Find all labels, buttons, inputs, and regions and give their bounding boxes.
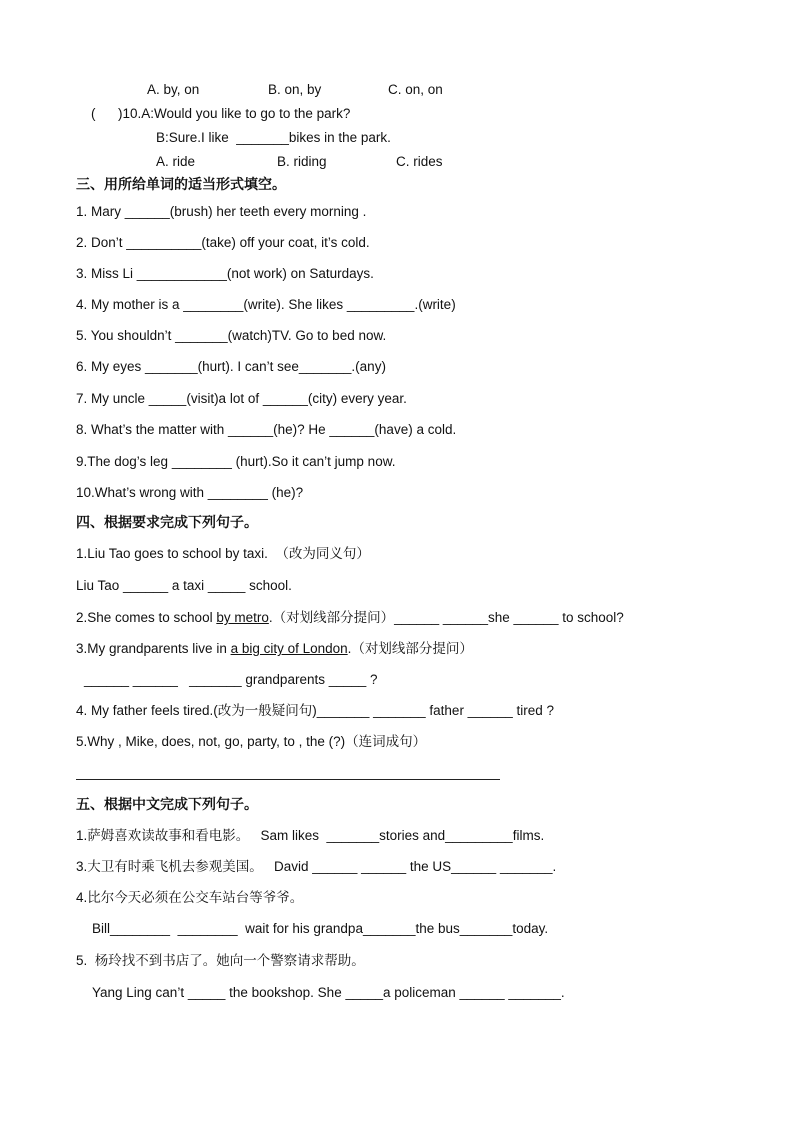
- q9-option-b: B. on, by: [268, 82, 322, 97]
- section4-q2-underlined: by metro: [216, 610, 269, 625]
- section5-heading: 五、根据中文完成下列句子。: [76, 797, 258, 813]
- q9-option-c: C. on, on: [388, 82, 443, 97]
- section5-q1: 1.萨姆喜欢读故事和看电影。 Sam likes _______stories and_________films.: [76, 828, 545, 843]
- answer-line: [76, 779, 500, 780]
- section4-q2-post: .（对划线部分提问）______ ______she ______ to school?: [268, 610, 624, 625]
- section4-q5: 5.Why , Mike, does, not, go, party, to , the (?)（连词成句）: [76, 734, 427, 749]
- section4-q2-pre: 2.She comes to school: [76, 610, 217, 625]
- q10-option-c: C. rides: [396, 154, 443, 169]
- q10-question: ( )10.A:Would you like to go to the park?: [91, 106, 351, 121]
- section4-q4: 4. My father feels tired.(改为一般疑问句)_______ _______ father ______ tired ?: [76, 703, 555, 718]
- q9-option-a: A. by, on: [147, 82, 200, 97]
- section3-item: 8. What’s the matter with ______(he)? He ______(have) a cold.: [76, 422, 457, 437]
- section4-q1: 1.Liu Tao goes to school by taxi. （改为同义句）: [76, 546, 370, 561]
- section4-q3-answer: ______ ______ _______ grandparents _____ ?: [84, 672, 378, 687]
- section3-item: 4. My mother is a ________(write). She likes _________.(write): [76, 297, 456, 312]
- section3-item: 9.The dog’s leg ________ (hurt).So it can’t jump now.: [76, 454, 396, 469]
- section5-q4: 4.比尔今天必须在公交车站台等爷爷。: [76, 890, 304, 905]
- section4-q2: [76, 609, 624, 627]
- section4-q1-answer: Liu Tao ______ a taxi _____ school.: [76, 578, 292, 593]
- section3-item: 6. My eyes _______(hurt). I can’t see_______.(any): [76, 359, 386, 374]
- q10-option-b: B. riding: [277, 154, 327, 169]
- section3-item: 3. Miss Li ____________(not work) on Saturdays.: [76, 266, 374, 281]
- section3-item: 5. You shouldn’t _______(watch)TV. Go to bed now.: [76, 328, 387, 343]
- q10-reply: B:Sure.I like _______bikes in the park.: [156, 130, 391, 145]
- section4-heading: 四、根据要求完成下列句子。: [76, 515, 258, 531]
- section5-q5-answer: Yang Ling can’t _____ the bookshop. She _____a policeman ______ _______.: [92, 985, 565, 1000]
- section5-q4-answer: Bill________ ________ wait for his grandpa_______the bus_______today.: [92, 921, 549, 936]
- section4-q3-underlined: a big city of London: [230, 641, 348, 656]
- section5-q5: 5. 杨玲找不到书店了。她向一个警察请求帮助。: [76, 953, 365, 968]
- section3-item: 2. Don’t __________(take) off your coat, it’s cold.: [76, 235, 370, 250]
- section3-item: 10.What’s wrong with ________ (he)?: [76, 485, 304, 500]
- section4-q3-pre: 3.My grandparents live in: [76, 641, 231, 656]
- section3-item: 7. My uncle _____(visit)a lot of ______(city) every year.: [76, 391, 407, 406]
- q10-option-a: A. ride: [156, 154, 196, 169]
- section4-q3-post: .（对划线部分提问）: [347, 641, 473, 656]
- section4-q3: [76, 640, 473, 658]
- section5-q3: 3.大卫有时乘飞机去参观美国。 David ______ ______ the US______ _______.: [76, 859, 557, 874]
- section3-item: 1. Mary ______(brush) her teeth every morning .: [76, 204, 367, 219]
- section3-heading: 三、用所给单词的适当形式填空。: [76, 177, 286, 193]
